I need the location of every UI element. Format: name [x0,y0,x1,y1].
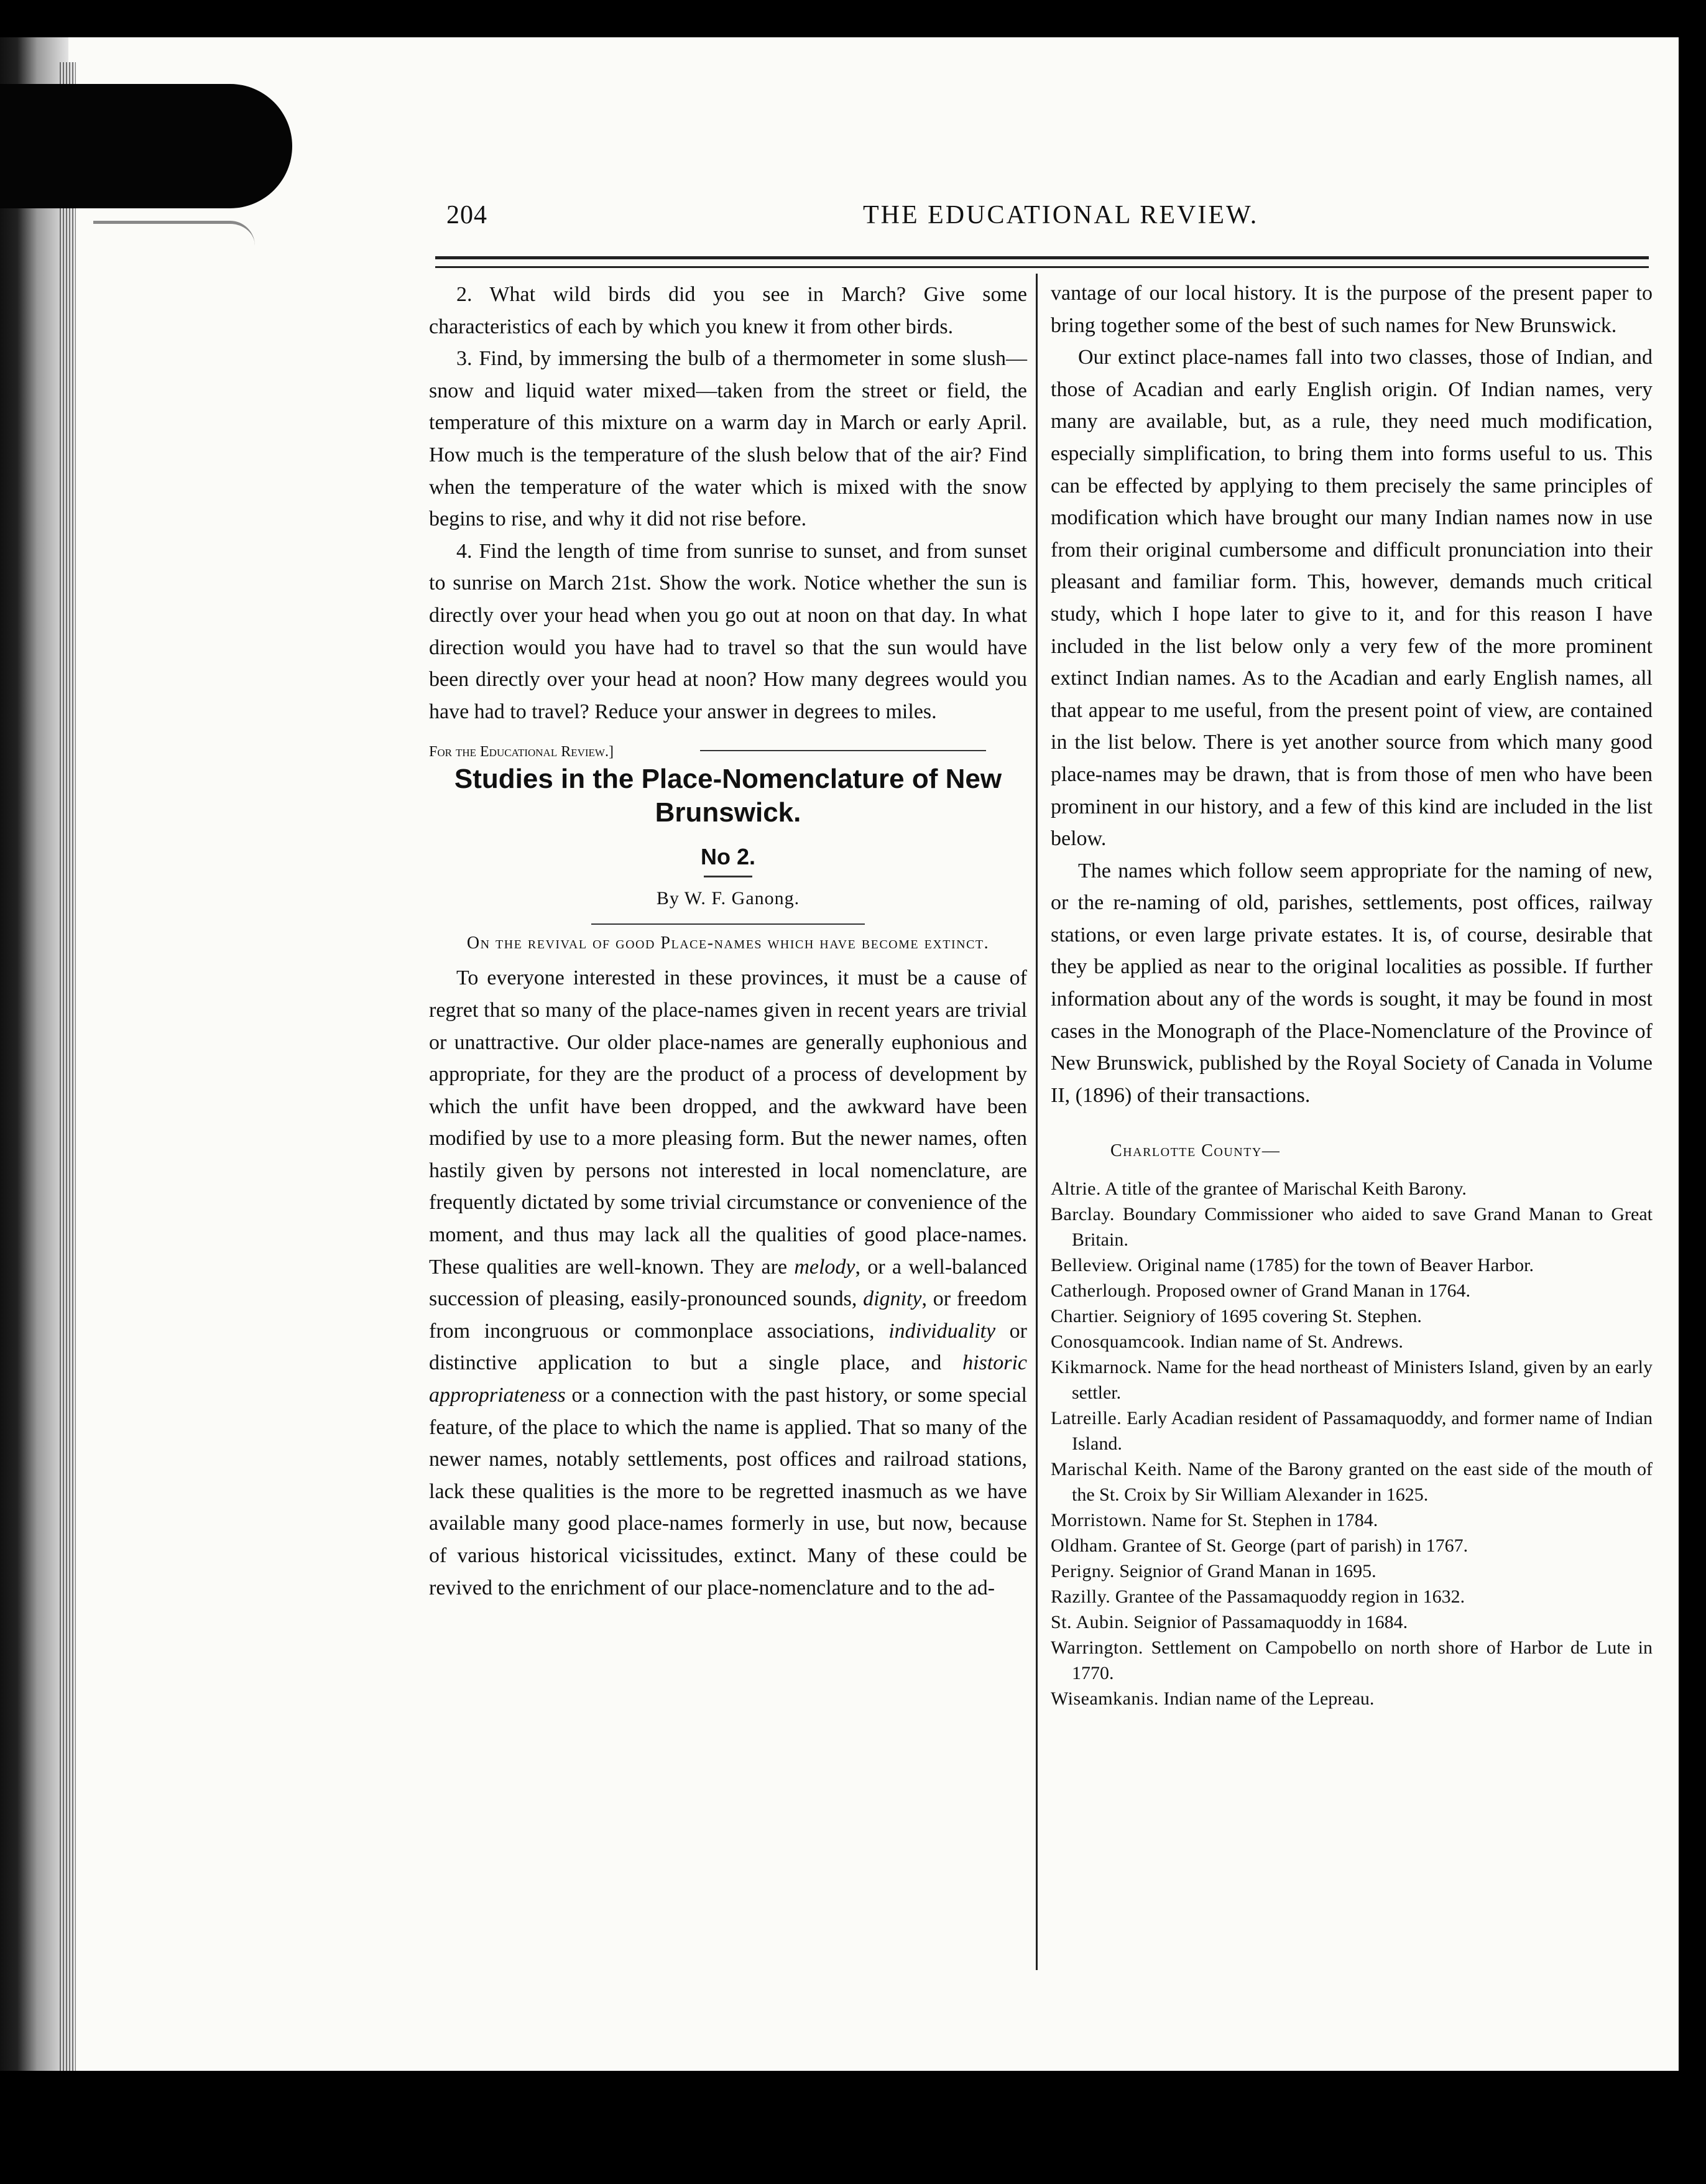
place-description: Indian name of the Lepreau. [1163,1688,1375,1710]
place-description: Grantee of the Passamaquoddy region in 1632. [1115,1586,1465,1608]
list-item [1051,1278,1653,1303]
list-item [1051,1252,1653,1278]
place-name: Marischal Keith. [1051,1459,1183,1480]
place-description: Settlement on Campobello on north shore of Harbor de Lute in 1770. [1072,1637,1653,1684]
place-description: A title of the grantee of Marischal Keith Barony. [1104,1178,1467,1200]
place-name: St. Aubin. [1051,1612,1129,1633]
series-number: No 2. [700,844,755,870]
place-description: Name for St. Stephen in 1784. [1151,1510,1378,1531]
list-item [1051,1507,1653,1533]
place-name: Latreille. [1051,1408,1122,1429]
page-number: 204 [446,201,487,229]
place-name: Perigny. [1051,1561,1115,1582]
article-title: Studies in the Place-Nomenclature of New Brunswick. [454,764,1002,828]
list-item [1051,1201,1653,1252]
binder-clip-wire [93,221,255,267]
emphasis-historic: historic appropriateness [429,1351,1027,1407]
place-name: Kikmarnock. [1051,1357,1152,1378]
list-item [1051,1176,1653,1201]
column-divider [1036,274,1038,1970]
byline: By W. F. Ganong. [656,888,800,909]
body-text: To everyone interested in these provinces, it must be a cause of regret that so many of the place-names given in recent years are trivial or unattractive. Our older place-names are generally euphonious and appropriate, for they are the product of a process of development by which the unfit have been dropped, and the awkward have been modified by use to a more pleasing form. But the newer names, often hastily given by persons not interested in local nomenclature, are frequently dictated by some trivial circumstance or convenience of the moment, and thus may lack all the qualities of good place-names. These qualities are well-known. They are [429,966,1027,1279]
place-name: Chartier. [1051,1306,1118,1327]
place-name: Razilly. [1051,1586,1111,1608]
emphasis-dignity: dignity [863,1287,922,1311]
body-text: , or a well-balanced succession of pleasing, easily-pronounced sounds, [429,1255,1027,1311]
book-spine-shadow [0,37,68,2114]
title-rule [704,876,752,877]
body-paragraph [429,962,1027,1604]
place-description: Proposed owner of Grand Manan in 1764. [1156,1280,1471,1302]
body-text: , or freedom from incongruous or commonplace associations, [429,1287,1027,1343]
county-heading: Charlotte County— [1110,1141,1281,1161]
list-item [1051,1354,1653,1405]
list-item [1051,1303,1653,1329]
scan-border [0,2071,1706,2184]
place-name: Warrington. [1051,1637,1143,1659]
place-name: Altrie. [1051,1178,1101,1200]
page-edges [60,62,76,2096]
left-column [429,279,1027,1604]
question-paragraph: 3. Find, by immersing the bulb of a thermometer in some slush—snow and liquid water mixed—taken from the street or field, the temperature of this mixture on a warm day in March or early April. How much is the temperature of the slush below that of the air? Find when the temperature of the water which is mixed with the snow begins to rise, and why it did not rise before. [429,347,1027,531]
question-paragraph: 2. What wild birds did you see in March? Give some characteristics of each by which you knew it from other birds. [429,283,1027,338]
list-item [1051,1405,1653,1456]
header-rule [435,266,1649,268]
place-description: Name of the Barony granted on the east side of the mouth of the St. Croix by Sir William Alexander in 1625. [1072,1459,1653,1506]
list-item [1051,1533,1653,1558]
place-description: Grantee of St. George (part of parish) in 1767. [1122,1535,1469,1557]
place-name: Conosquamcook. [1051,1331,1186,1353]
emphasis-melody: melody [794,1255,855,1279]
list-item [1051,1609,1653,1635]
place-description: Early Acadian resident of Passamaquoddy, and former name of Indian Island. [1072,1408,1653,1455]
body-paragraph: The names which follow seem appropriate for the naming of new, or the re-naming of old, parishes, settlements, post offices, railway stations, or even large private estates. It is, of course, desirable that they be applied as near to the original localities as possible. If further information about any of the words is sought, it may be found in most cases in the Monograph of the Place-Nomenclature of the Province of New Brunswick, published by the Royal Society of Canada in Volume II, (1896) of their transactions. [1051,859,1653,1107]
question-paragraph: 4. Find the length of time from sunrise to sunset, and from sunset to sunrise on March 21st. Show the work. Notice whether the sun is directly over your head when you go out at noon on that day. In what direction would you have had to travel so that the sun would have been directly over your head at noon? How many degrees would you have had to travel? Reduce your answer in degrees to miles. [429,539,1027,723]
running-head [435,198,1275,235]
article-source-note: For the Educational Review.] [429,744,614,761]
header-rule [435,256,1649,259]
place-name: Wiseamkanis. [1051,1688,1159,1710]
place-name: Morristown. [1051,1510,1147,1531]
place-name-list [1051,1176,1653,1711]
place-name: Oldham. [1051,1535,1118,1557]
place-name: Barclay. [1051,1204,1115,1225]
source-rule [700,750,986,751]
body-text: or distinctive application to but a single place, and [429,1319,1028,1375]
place-description: Name for the head northeast of Ministers Island, given by an early settler. [1072,1357,1653,1404]
body-paragraph: vantage of our local history. It is the purpose of the present paper to bring together some of the best of such names for New Brunswick. [1051,282,1653,337]
emphasis-individuality: individuality [888,1319,996,1343]
list-item [1051,1584,1653,1609]
list-item [1051,1329,1653,1354]
list-item [1051,1456,1653,1507]
section-rule [591,923,865,925]
place-description: Original name (1785) for the town of Beaver Harbor. [1137,1255,1534,1276]
journal-title: THE EDUCATIONAL REVIEW. [863,201,1259,229]
body-paragraph: Our extinct place-names fall into two classes, those of Indian, and those of Acadian and early English origin. Of Indian names, very many are available, but, as a rule, they need much modification, especially simplification, to bring them into forms useful to us. This can be effected by applying to them precisely the same principles of modification which have brought our many Indian names now in use from their original cumbersome and difficult pronunciation into their pleasant and familiar form. This, however, demands much critical study, which I hope later to give to it, and for this reason I have included in the list below only a very few of the more prominent extinct Indian names. As to the Acadian and early English names, all that appear to me useful, from the present point of view, are contained in the list below. There is yet another source from which many good place-names may be drawn, that is from those of men who have been prominent in our history, and a few of this kind are included in the list below. [1051,346,1653,851]
list-item [1051,1558,1653,1584]
right-column [1051,277,1653,1711]
list-item [1051,1635,1653,1686]
place-description: Boundary Commissioner who aided to save Grand Manan to Great Britain. [1072,1204,1653,1251]
body-text: or a connection with the past history, or some special feature, of the place to which the name is applied. That so many of the newer names, notably settlements, post offices and railroad stations, lack these qualities is the more to be regretted inasmuch as we have available many good place-names formerly in use, but now, because of various historical vicissitudes, extinct. Many of these could be revived to the enrichment of our place-nomenclature and to the ad- [429,1384,1027,1599]
section-heading-block [429,923,1027,957]
place-description: Indian name of St. Andrews. [1189,1331,1403,1353]
place-description: Seignior of Grand Manan in 1695. [1119,1561,1376,1582]
list-item [1051,1686,1653,1711]
place-description: Seigniory of 1695 covering St. Stephen. [1123,1306,1422,1327]
section-heading: On the revival of good Place-names which have become extinct. [466,933,990,953]
place-description: Seignior of Passamaquoddy in 1684. [1133,1612,1408,1633]
place-name: Belleview. [1051,1255,1133,1276]
place-name: Catherlough. [1051,1280,1151,1302]
binder-clip [0,84,292,208]
